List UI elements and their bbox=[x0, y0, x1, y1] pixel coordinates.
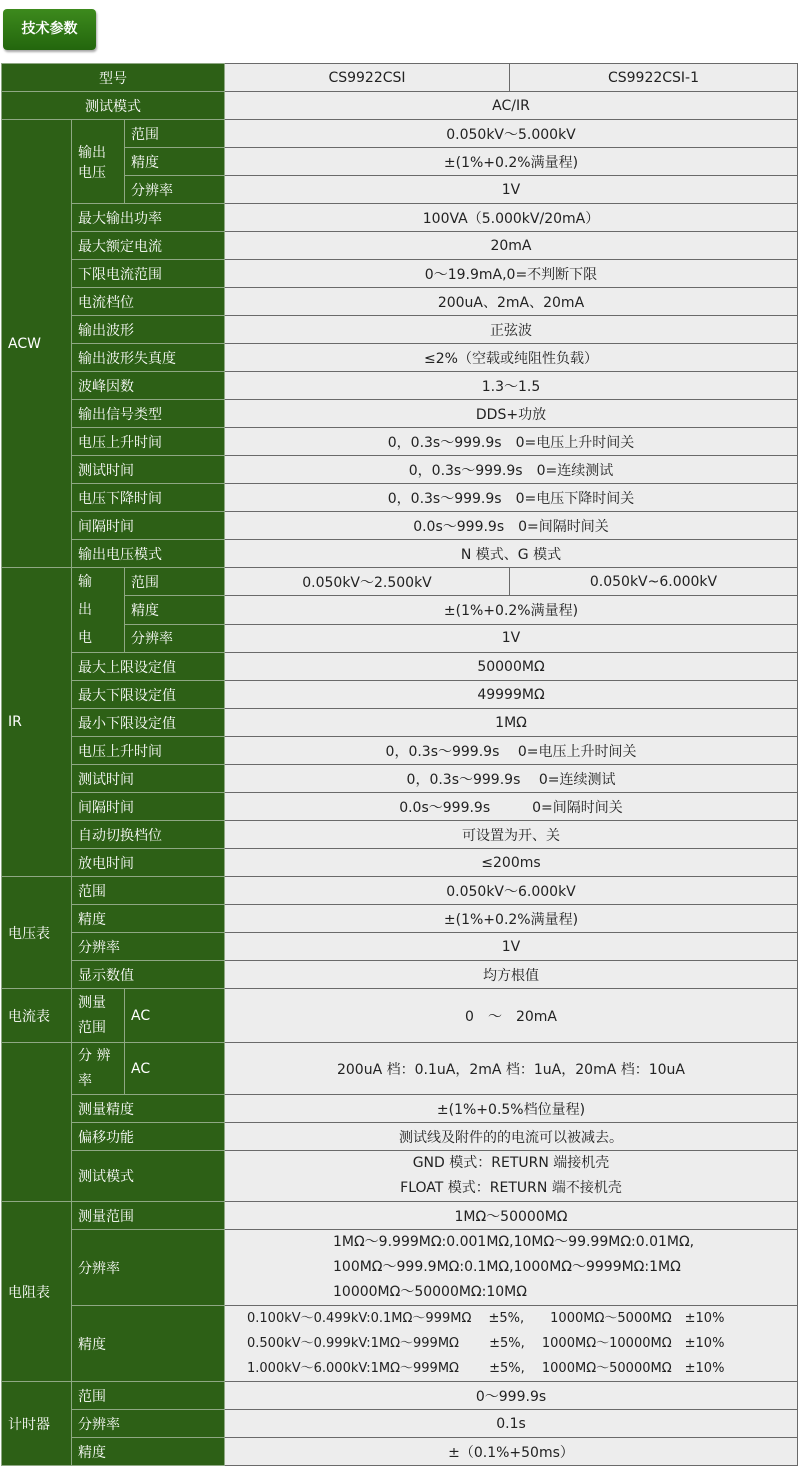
ammeter-row-label: 偏移功能 bbox=[72, 1123, 225, 1151]
ir-range-value-2: 0.050kV~6.000kV bbox=[510, 568, 798, 596]
ohm-res-line-2: 100MΩ～999.9MΩ:0.1MΩ,1000MΩ～9999MΩ:1MΩ bbox=[333, 1259, 681, 1275]
ohmmeter-resolution-label: 分辨率 bbox=[72, 1230, 225, 1306]
test-mode-value: AC/IR bbox=[225, 92, 798, 120]
acw-row-value: ≤2%（空载或纯阻性负载） bbox=[225, 344, 798, 372]
ir-row bbox=[2, 681, 798, 709]
acw-row-value: 1.3～1.5 bbox=[225, 372, 798, 400]
ohmmeter-accuracy-value bbox=[225, 1306, 798, 1382]
ir-row-label: 测试时间 bbox=[72, 765, 225, 793]
ammeter-test-mode-value bbox=[225, 1151, 798, 1202]
ammeter-row bbox=[2, 1123, 798, 1151]
ir-row bbox=[2, 653, 798, 681]
ir-row-label: 最大上限设定值 bbox=[72, 653, 225, 681]
timer-row-label: 范围 bbox=[72, 1382, 225, 1410]
ir-row-value: ≤200ms bbox=[225, 849, 798, 877]
acw-row bbox=[2, 316, 798, 344]
ir-row-label: 最大下限设定值 bbox=[72, 681, 225, 709]
voltmeter-row-label: 分辨率 bbox=[72, 933, 225, 961]
acw-row-value: 0～19.9mA,0=不判断下限 bbox=[225, 260, 798, 288]
ir-row-value: 50000MΩ bbox=[225, 653, 798, 681]
ammeter-row bbox=[2, 1095, 798, 1123]
acw-row-value: 20mA bbox=[225, 232, 798, 260]
voltmeter-row-label: 范围 bbox=[72, 877, 225, 905]
acw-row bbox=[2, 204, 798, 232]
acw-row bbox=[2, 428, 798, 456]
timer-label: 计时器 bbox=[2, 1382, 72, 1466]
timer-row bbox=[2, 1438, 798, 1466]
acw-row-value: 100VA（5.000kV/20mA） bbox=[225, 204, 798, 232]
ir-row-label: 放电时间 bbox=[72, 849, 225, 877]
acw-label: ACW bbox=[2, 120, 72, 568]
acw-row bbox=[2, 512, 798, 540]
voltmeter-row-value: 1V bbox=[225, 933, 798, 961]
acw-row bbox=[2, 120, 798, 148]
acw-resolution-value: 1V bbox=[225, 176, 798, 204]
ammeter-resolution-label bbox=[72, 1043, 125, 1095]
acw-row-label: 电压下降时间 bbox=[72, 484, 225, 512]
ammeter-label: 电流表 bbox=[2, 989, 72, 1043]
ammeter-res-line-1: 分 辨 bbox=[78, 1047, 111, 1064]
test-mode-label: 测试模式 bbox=[2, 92, 225, 120]
ir-range-label: 范围 bbox=[125, 568, 225, 596]
ir-resolution-label: 分辨率 bbox=[125, 624, 225, 652]
acw-row-value: 200uA、2mA、20mA bbox=[225, 288, 798, 316]
timer-row-label: 分辨率 bbox=[72, 1410, 225, 1438]
ir-range-value-1: 0.050kV～2.500kV bbox=[225, 568, 510, 596]
acw-row-label: 电压上升时间 bbox=[72, 428, 225, 456]
ohmmeter-resolution-value bbox=[225, 1230, 798, 1306]
acw-row bbox=[2, 400, 798, 428]
acw-resolution-label: 分辨率 bbox=[125, 176, 225, 204]
ir-row-label: 电压上升时间 bbox=[72, 737, 225, 765]
ohm-acc-line-3: 1.000kV～6.000kV:1MΩ～999MΩ ±5%, 1000MΩ～50000MΩ ±10% bbox=[247, 1361, 725, 1376]
ir-row-value: 0.0s～999.9s 0=间隔时间关 bbox=[225, 793, 798, 821]
ohm-res-line-1: 1MΩ～9.999MΩ:0.001MΩ,10MΩ～99.99MΩ:0.01MΩ, bbox=[333, 1234, 695, 1250]
acw-row-label: 下限电流范围 bbox=[72, 260, 225, 288]
ir-row-value: 49999MΩ bbox=[225, 681, 798, 709]
ir-row bbox=[2, 849, 798, 877]
ammeter-measure-range-sub: AC bbox=[125, 989, 225, 1043]
acw-row bbox=[2, 484, 798, 512]
acw-row-value: N 模式、G 模式 bbox=[225, 540, 798, 568]
acw-row bbox=[2, 232, 798, 260]
timer-row bbox=[2, 1382, 798, 1410]
ir-ov-line-1: 输 bbox=[78, 574, 92, 590]
ir-row-value: 0，0.3s～999.9s 0=连续测试 bbox=[225, 765, 798, 793]
acw-row bbox=[2, 344, 798, 372]
acw-row-label: 输出信号类型 bbox=[72, 400, 225, 428]
ammeter-test-mode-line-2: FLOAT 模式：RETURN 端不接机壳 bbox=[400, 1180, 622, 1196]
ir-accuracy-label: 精度 bbox=[125, 596, 225, 624]
ohmmeter-measure-range-value: 1MΩ～50000MΩ bbox=[225, 1202, 798, 1230]
ohmmeter-accuracy-label: 精度 bbox=[72, 1306, 225, 1382]
ir-resolution-value: 1V bbox=[225, 624, 798, 652]
ammeter-row-value: 测试线及附件的的电流可以被减去。 bbox=[225, 1123, 798, 1151]
voltmeter-row bbox=[2, 905, 798, 933]
ir-output-voltage-label bbox=[72, 568, 125, 653]
ammeter-row-value: ±(1%+0.5%档位量程) bbox=[225, 1095, 798, 1123]
ir-ov-line-3: 电 bbox=[78, 630, 92, 646]
model-1: CS9922CSI bbox=[225, 64, 510, 92]
acw-row-value: 正弦波 bbox=[225, 316, 798, 344]
acw-row-value: 0，0.3s～999.9s 0=电压上升时间关 bbox=[225, 428, 798, 456]
ir-ov-line-2: 出 bbox=[78, 602, 92, 618]
acw-output-voltage-label bbox=[72, 120, 125, 204]
acw-row-label: 输出波形 bbox=[72, 316, 225, 344]
acw-row bbox=[2, 540, 798, 568]
ammeter-test-mode-label: 测试模式 bbox=[72, 1151, 225, 1202]
ir-row-value: 1MΩ bbox=[225, 709, 798, 737]
ohmmeter-label: 电阻表 bbox=[2, 1202, 72, 1382]
ir-row bbox=[2, 821, 798, 849]
ammeter-resolution-value: 200uA 档：0.1uA，2mA 档：1uA，20mA 档：10uA bbox=[225, 1043, 798, 1095]
ir-row-label: 最小下限设定值 bbox=[72, 709, 225, 737]
acw-row bbox=[2, 260, 798, 288]
timer-row-label: 精度 bbox=[72, 1438, 225, 1466]
acw-row-label: 输出电压模式 bbox=[72, 540, 225, 568]
acw-row-value: 0，0.3s～999.9s 0=电压下降时间关 bbox=[225, 484, 798, 512]
acw-row-label: 测试时间 bbox=[72, 456, 225, 484]
voltmeter-row-value: ±(1%+0.2%满量程) bbox=[225, 905, 798, 933]
acw-row-value: 0，0.3s～999.9s 0=连续测试 bbox=[225, 456, 798, 484]
voltmeter-row bbox=[2, 961, 798, 989]
test-mode-row bbox=[2, 92, 798, 120]
voltmeter-row-value: 均方根值 bbox=[225, 961, 798, 989]
ir-row bbox=[2, 765, 798, 793]
ohmmeter-measure-range-label: 测量范围 bbox=[72, 1202, 225, 1230]
acw-row-label: 电流档位 bbox=[72, 288, 225, 316]
ohmmeter-row bbox=[2, 1202, 798, 1230]
acw-range-label: 范围 bbox=[125, 120, 225, 148]
voltmeter-row bbox=[2, 933, 798, 961]
voltmeter-row-label: 精度 bbox=[72, 905, 225, 933]
acw-accuracy-value: ±(1%+0.2%满量程) bbox=[225, 148, 798, 176]
acw-row bbox=[2, 372, 798, 400]
header-row bbox=[2, 64, 798, 92]
acw-row-label: 输出波形失真度 bbox=[72, 344, 225, 372]
ir-row bbox=[2, 568, 798, 596]
timer-row-value: 0～999.9s bbox=[225, 1382, 798, 1410]
acw-ov-line-2: 电压 bbox=[78, 164, 106, 181]
acw-range-value: 0.050kV～5.000kV bbox=[225, 120, 798, 148]
ir-row-label: 自动切换档位 bbox=[72, 821, 225, 849]
ammeter-test-mode-line-1: GND 模式：RETURN 端接机壳 bbox=[412, 1155, 610, 1171]
ammeter-measure-range-label bbox=[72, 989, 125, 1043]
acw-row-label: 波峰因数 bbox=[72, 372, 225, 400]
voltmeter-row-label: 显示数值 bbox=[72, 961, 225, 989]
acw-row-value: DDS+功放 bbox=[225, 400, 798, 428]
ir-row bbox=[2, 709, 798, 737]
ir-row bbox=[2, 793, 798, 821]
ohmmeter-row bbox=[2, 1306, 798, 1382]
timer-row bbox=[2, 1410, 798, 1438]
acw-row-value: 0.0s～999.9s 0=间隔时间关 bbox=[225, 512, 798, 540]
ammeter-row bbox=[2, 989, 798, 1043]
ammeter-resolution-sub: AC bbox=[125, 1043, 225, 1095]
acw-accuracy-label: 精度 bbox=[125, 148, 225, 176]
voltmeter-row-value: 0.050kV～6.000kV bbox=[225, 877, 798, 905]
ammeter-row bbox=[2, 1151, 798, 1202]
ammeter-mr-line-1: 测量 bbox=[78, 994, 106, 1011]
ohm-acc-line-2: 0.500kV～0.999kV:1MΩ～999MΩ ±5%, 1000MΩ～10000MΩ ±10% bbox=[247, 1336, 725, 1351]
ammeter-row bbox=[2, 1043, 798, 1095]
model-2: CS9922CSI-1 bbox=[510, 64, 798, 92]
spec-table bbox=[1, 63, 798, 1466]
ir-row-value: 0，0.3s～999.9s 0=电压上升时间关 bbox=[225, 737, 798, 765]
ohm-res-line-3: 10000MΩ～50000MΩ:10MΩ bbox=[333, 1284, 527, 1300]
ir-row-value: 可设置为开、关 bbox=[225, 821, 798, 849]
ammeter-measure-range-value: 0 ～ 20mA bbox=[225, 989, 798, 1043]
timer-row-value: 0.1s bbox=[225, 1410, 798, 1438]
acw-row bbox=[2, 456, 798, 484]
ir-row-label: 间隔时间 bbox=[72, 793, 225, 821]
acw-row-label: 最大输出功率 bbox=[72, 204, 225, 232]
model-label: 型号 bbox=[2, 64, 225, 92]
timer-row-value: ±（0.1%+50ms） bbox=[225, 1438, 798, 1466]
ammeter-res-line-2: 率 bbox=[78, 1072, 92, 1089]
acw-row bbox=[2, 288, 798, 316]
ammeter-mr-line-2: 范围 bbox=[78, 1019, 106, 1036]
acw-row-label: 最大额定电流 bbox=[72, 232, 225, 260]
ohm-acc-line-1: 0.100kV～0.499kV:0.1MΩ～999MΩ ±5%, 1000MΩ～5000MΩ ±10% bbox=[247, 1311, 725, 1326]
voltmeter-row bbox=[2, 877, 798, 905]
section-title-badge: 技术参数 bbox=[3, 9, 96, 50]
ir-label: IR bbox=[2, 568, 72, 877]
acw-row-label: 间隔时间 bbox=[72, 512, 225, 540]
ohmmeter-row bbox=[2, 1230, 798, 1306]
voltmeter-label: 电压表 bbox=[2, 877, 72, 989]
ammeter-row-label: 测量精度 bbox=[72, 1095, 225, 1123]
ir-accuracy-value: ±(1%+0.2%满量程) bbox=[225, 596, 798, 624]
ir-row bbox=[2, 737, 798, 765]
acw-ov-line-1: 输出 bbox=[78, 144, 106, 161]
ammeter-continued-blank bbox=[2, 1043, 72, 1202]
